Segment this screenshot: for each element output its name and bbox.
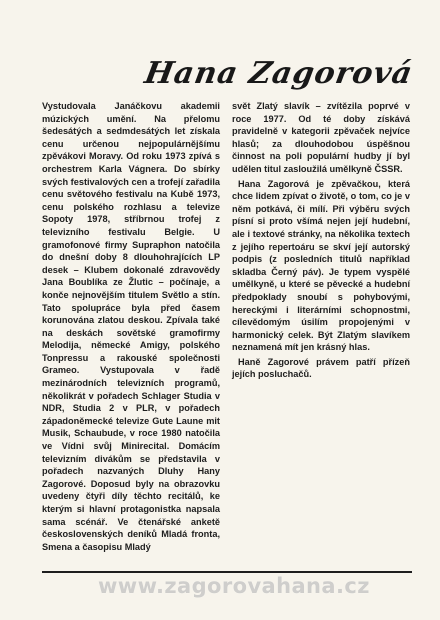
paragraph-zlaty-slavik: svět Zlatý slavík – zvítězila poprvé v roce 1977. Od té doby získává pravidelně v kategorii zpěvaček nejvíce hlasů; za dlouhodobou úspěšnou činnost na poli populární hudby jí byl udělen titul zasloužilá umělkyně ČSSR. bbox=[232, 101, 410, 174]
column-left bbox=[42, 100, 220, 570]
bottom-rule bbox=[42, 571, 412, 573]
column-right bbox=[232, 100, 410, 570]
text-columns bbox=[42, 100, 410, 570]
website-watermark: www.zagorovahana.cz bbox=[98, 574, 370, 598]
paragraph-closing: Haně Zagorové právem patří přízeň jejích posluchačů. bbox=[232, 356, 410, 380]
page-title: Hana Zagorová bbox=[141, 56, 416, 91]
paragraph-biography: Vystudovala Janáčkovu akademii múzických umění. Na přelomu šedesátých a sedmdesátých let získala cenu určenou nejpopulárnějšímu zpěvákovi Moravy. Od roku 1973 zpívá s orchestrem Karla Vágnera. Do sbírky svých festivalových cen a trofejí zařadila cenu světového festivalu na Kubě 1973, cenu polského rozhlasu a televize Sopoty 1978, stříbrnou trofej z televizního festivalu Belgie. U gramofonové firmy Supraphon natočila do dnešní doby 8 dlouhohrajících LP desek – Klubem dokonalé zdravovědy Jana Boublíka ze Žlutic – počínaje, a konče nejnovějším titulem Světlo a stín. Tato spolupráce byla před časem korunována zlatou deskou. Zpívala také na deskách sovětské gramofirmy Melodija, německé Amigy, polského Tonpressu a rakouské společnosti Grameo. Vystupovala v řadě mezinárodních televizních programů, několikrát v pořadech Schlager Studia v NDR, Studia 2 v PLR, v pořadech západoněmecké televize Gute Laune mit Musik, Schaubude, v roce 1980 natočila ve Vídni svůj Minirecital. Domácím televizním divákům se představila v pořadech nazvaných Dluhy Hany Zagorové. Doposud byly na obrazovku uvedeny čtyři díly těchto recitálů, ke kterým si hlavní protagonistka napsala sama scénář. Ve čtenářské anketě československých deníků Mladá fronta, Smena a časopisu Mladý bbox=[42, 101, 220, 552]
paragraph-artist-profile: Hana Zagorová je zpěvačkou, která chce lidem zpívat o životě, o tom, co je v něm potkává, či mílí. Při výběru svých písní si proto všímá nejen její hudební, ale i textové stránky, na několika textech z jejího repertoáru se skví její autorský podpis (z posledních titulů například skladba Černý páv). Je typem vyspělé umělkyně, u které se pěvecké a hudební předpoklady snoubí s pohybovými, hereckými i literárními schopnostmi, cílevědomým úsilím propojenými v harmonický celek. Být Zlatým slavíkem neznamená mít jen krásný hlas. bbox=[232, 178, 410, 353]
